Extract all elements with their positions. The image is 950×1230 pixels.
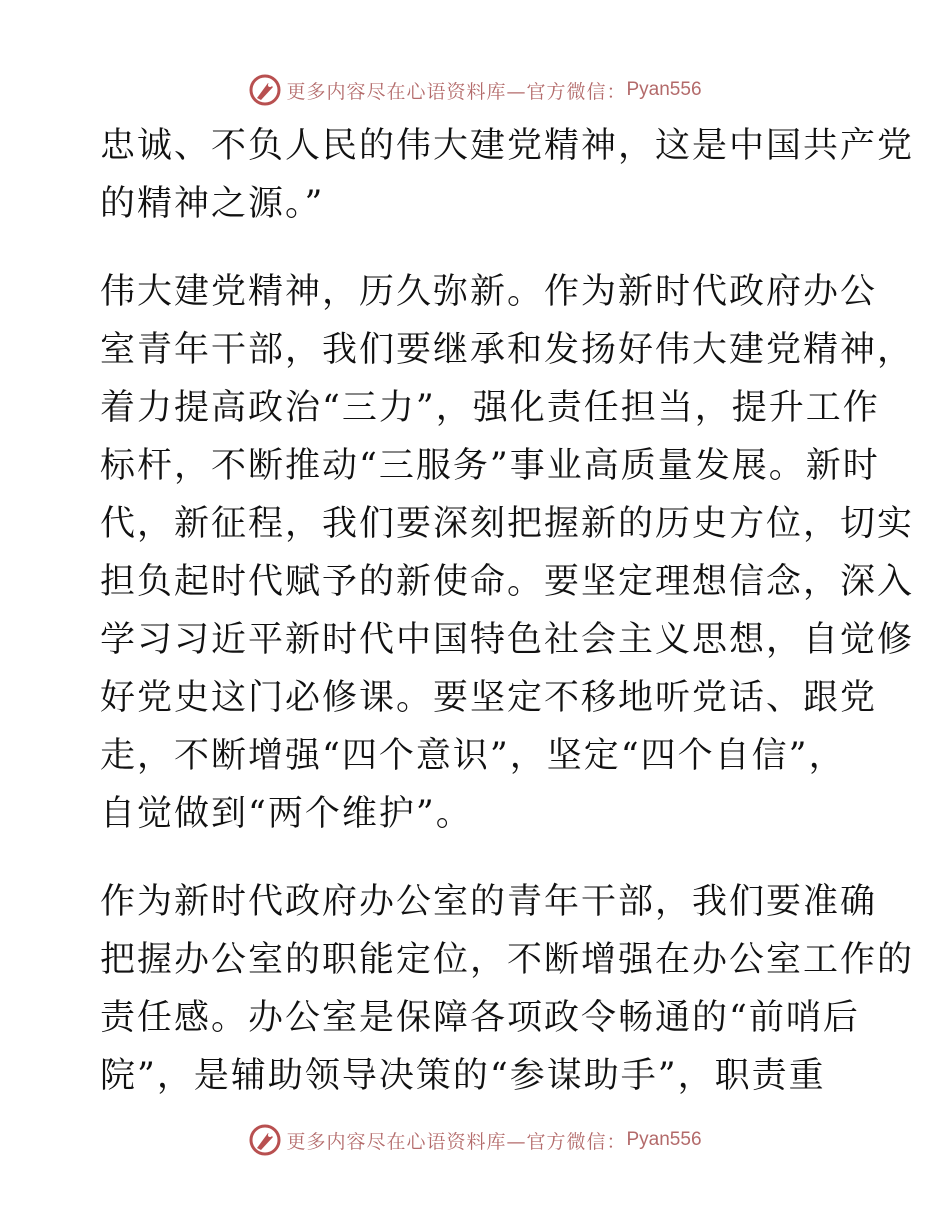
text-line: 室青年干部，我们要继承和发扬好伟大建党精神，: [100, 330, 915, 370]
document-body: [100, 117, 915, 1105]
pen-nib-logo-icon: [248, 73, 282, 107]
paragraph: [100, 873, 915, 1105]
watermark-wechat-id: Pyan556: [626, 1129, 702, 1150]
text-line: 好党史这门必修课。要坚定不移地听党话、跟党: [100, 678, 878, 718]
text-line: 着力提高政治“三力”，强化责任担当，提升工作: [100, 388, 880, 428]
text-line: 责任感。办公室是保障各项政令畅通的“前哨后: [100, 998, 860, 1038]
paragraph: [100, 117, 915, 233]
watermark-text: 更多内容尽在心语资料库—官方微信：: [286, 80, 627, 103]
text-line: 自觉做到“两个维护”。: [100, 794, 473, 834]
footer-watermark: [0, 1120, 950, 1160]
text-line: 走，不断增强“四个意识”，坚定“四个自信”，: [100, 736, 846, 776]
text-line: 把握办公室的职能定位，不断增强在办公室工作的: [100, 940, 915, 980]
watermark-wechat-id: Pyan556: [626, 79, 702, 100]
pen-nib-logo-icon: [248, 1123, 282, 1157]
text-line: 忠诚、不负人民的伟大建党精神，这是中国共产党: [100, 126, 915, 166]
text-line: 院”，是辅助领导决策的“参谋助手”，职责重: [100, 1056, 826, 1096]
text-line: 作为新时代政府办公室的青年干部，我们要准确: [100, 882, 878, 922]
paragraph: [100, 263, 915, 843]
text-line: 担负起时代赋予的新使命。要坚定理想信念，深入: [100, 562, 915, 602]
watermark-text: 更多内容尽在心语资料库—官方微信：: [286, 1130, 627, 1153]
text-line: 伟大建党精神，历久弥新。作为新时代政府办公: [100, 272, 878, 312]
text-line: 学习习近平新时代中国特色社会主义思想，自觉修: [100, 620, 915, 660]
text-line: 标杆，不断推动“三服务”事业高质量发展。新时: [100, 446, 880, 486]
text-line: 代，新征程，我们要深刻把握新的历史方位，切实: [100, 504, 915, 544]
header-watermark: [0, 70, 950, 110]
text-line: 的精神之源。”: [100, 184, 325, 224]
